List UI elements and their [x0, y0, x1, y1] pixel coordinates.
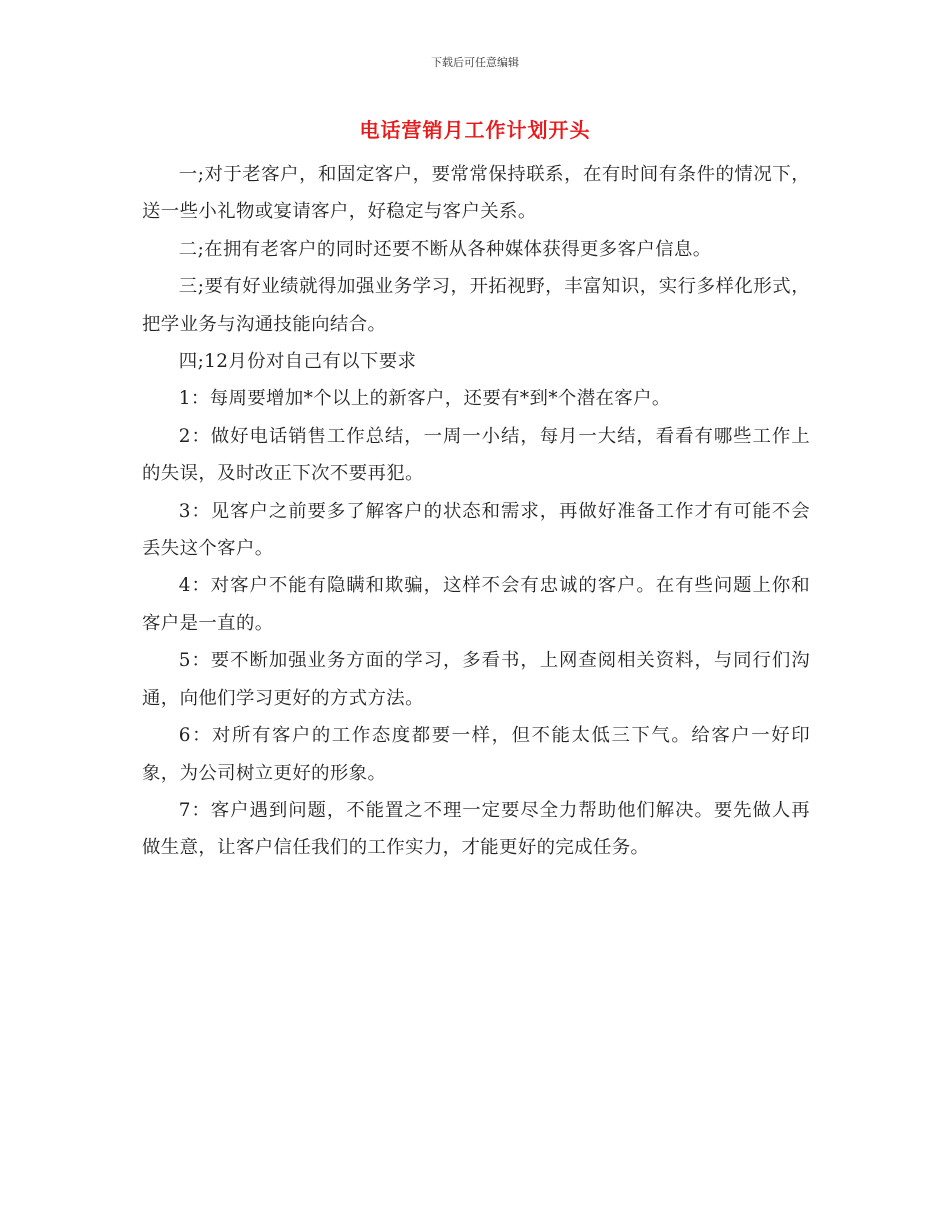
paragraph-9: 5：要不断加强业务方面的学习，多看书，上网查阅相关资料，与同行们沟通，向他们学习更好的方式方法。 [142, 650, 810, 709]
paragraph-2: 二;在拥有老客户的同时还要不断从各种媒体获得更多客户信息。 [178, 238, 712, 260]
paragraph-3: 三;要有好业绩就得加强业务学习，开拓视野，丰富知识，实行多样化形式，把学业务与沟通技能向结合。 [142, 276, 810, 335]
paragraph-11: 7：客户遇到问题，不能置之不理一定要尽全力帮助他们解决。要先做人再做生意，让客户信任我们的工作实力，才能更好的完成任务。 [142, 799, 810, 859]
paragraph-6: 2：做好电话销售工作总结，一周一小结，每月一大结，看看有哪些工作上的失误，及时改正下次不要再犯。 [142, 425, 810, 485]
document-body [142, 156, 810, 867]
paragraph-8: 4：对客户不能有隐瞒和欺骗，这样不会有忠诚的客户。在有些问题上你和客户是一直的。 [142, 575, 810, 634]
paragraph-5: 1：每周要增加*个以上的新客户，还要有*到*个潜在客户。 [178, 388, 671, 410]
paragraph-4: 四;12月份对自己有以下要求 [178, 351, 417, 373]
paragraph-7: 3：见客户之前要多了解客户的状态和需求，再做好准备工作才有可能不会丢失这个客户。 [142, 500, 810, 560]
document-title: 电话营销月工作计划开头 [359, 118, 591, 142]
paragraph-10: 6：对所有客户的工作态度都要一样，但不能太低三下气。给客户一好印象，为公司树立更好的形象。 [142, 725, 810, 784]
paragraph-1: 一;对于老客户，和固定客户，要常常保持联系，在有时间有条件的情况下，送一些小礼物或宴请客户，好稳定与客户关系。 [142, 164, 810, 223]
header-note: 下载后可任意编辑 [431, 56, 519, 69]
